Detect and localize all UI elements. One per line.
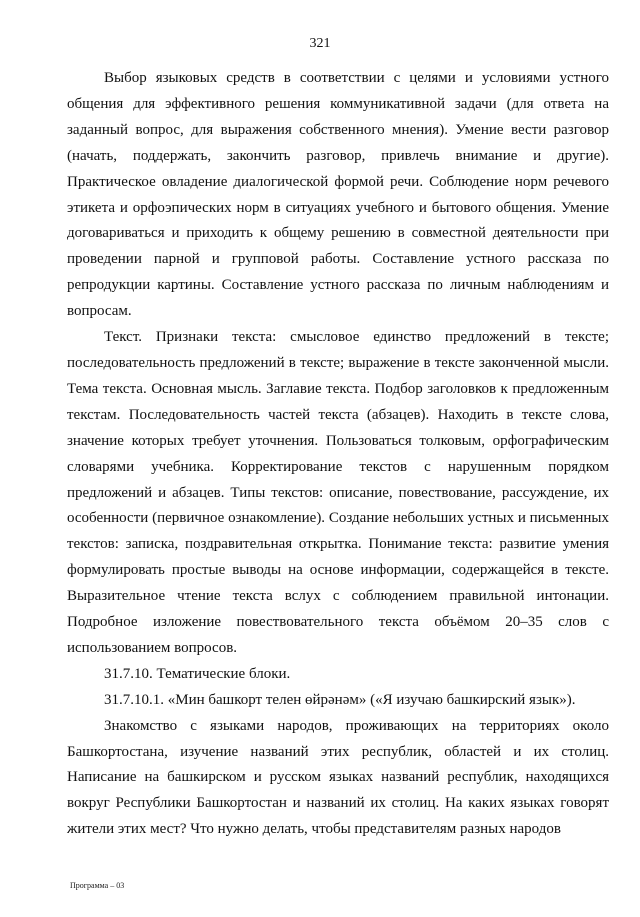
page-number: 321 (309, 36, 331, 51)
paragraph-text-features: Текст. Признаки текста: смысловое единство предложений в тексте; последовательность предложений в тексте; выражение в тексте законченной мысли. Тема текста. Основная мысль. Заглавие текста. Подбор заголовков к предложенным текстам. Последовательность частей текста (абзацев). Находить в тексте слова, значение которых требует уточнения. Пользоваться толковым, орфографическим словарями учебника. Корректирование текстов с нарушенным порядком предложений и абзацев. Типы текстов: описание, повествование, рассуждение, их особенности (первичное ознакомление). Создание небольших устных и письменных текстов: записка, поздравительная открытка. Понимание текста: развитие умения формулировать простые выводы на основе информации, содержащейся в тексте. Выразительное чтение текста вслух с соблюдением правильной интонации. Подробное изложение повествовательного текста объёмом 20–35 слов с использованием вопросов. (67, 329, 609, 656)
subsection-heading: 31.7.10.1. «Мин башкорт телен өйрәнәм» («Я изучаю башкирский язык»). (104, 691, 576, 708)
page-footer: Программа – 03 (70, 881, 125, 890)
paragraph-languages-of-peoples: Знакомство с языками народов, проживающих на территориях около Башкортостана, изучение названий этих республик, областей и их столиц. Написание на башкирском и русском языках названий республик, находящихся вокруг Республики Башкортостан и названий их столиц. На каких языках говорят жители этих мест? Что нужно делать, чтобы представителям разных народов (67, 717, 609, 838)
document-body (67, 66, 609, 843)
paragraph-speech-communication: Выбор языковых средств в соответствии с целями и условиями устного общения для эффективного решения коммуникативной задачи (для ответа на заданный вопрос, для выражения собственного мнения). Умение вести разговор (начать, поддержать, закончить разговор, привлечь внимание и другие). Практическое овладение диалогической формой речи. Соблюдение норм речевого этикета и орфоэпических норм в ситуациях учебного и бытового общения. Умение договариваться и приходить к общему решению в совместной деятельности при проведении парной и групповой работы. Составление устного рассказа по репродукции картины. Составление устного рассказа по личным наблюдениям и вопросам. (67, 70, 609, 320)
section-heading: 31.7.10. Тематические блоки. (104, 665, 291, 682)
